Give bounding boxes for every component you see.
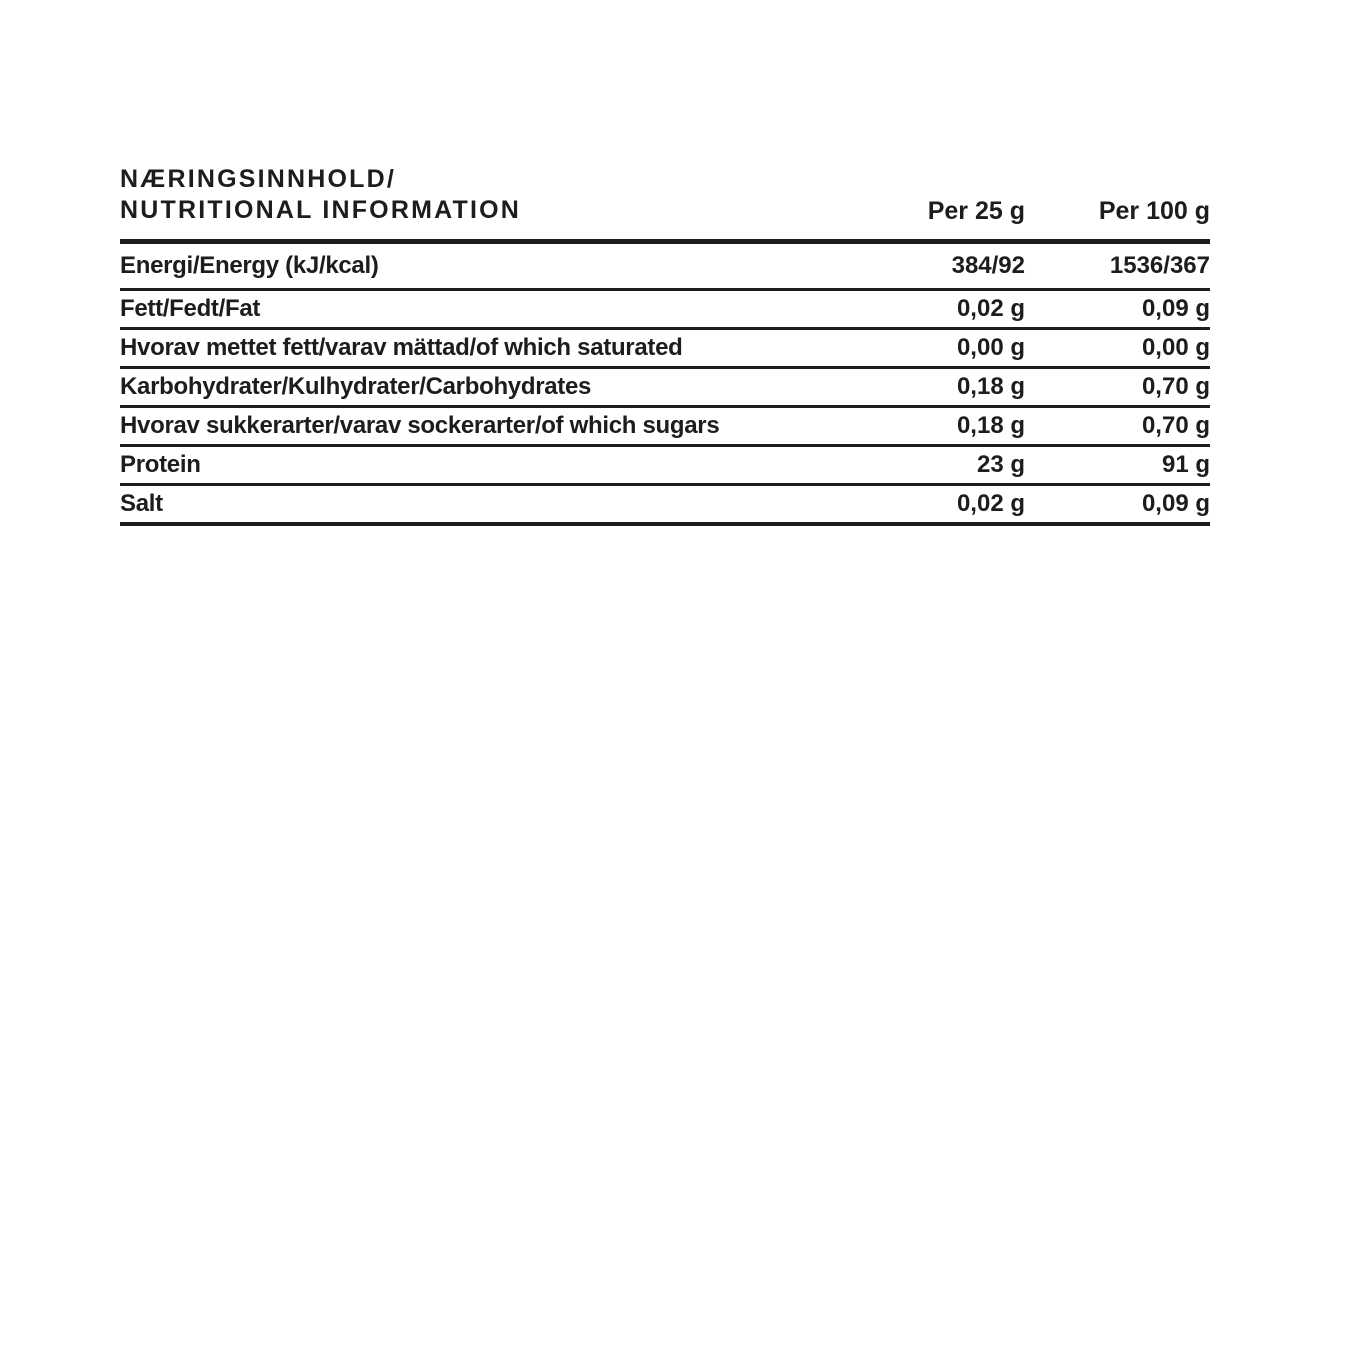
table-body: [120, 244, 1210, 522]
nutrition-panel: [120, 164, 1210, 526]
table-row: [120, 369, 1210, 408]
row-value-per-100g: 91 g: [1161, 451, 1210, 478]
row-value-per-25g: 0,00 g: [956, 334, 1025, 361]
row-label: Fett/Fedt/Fat: [120, 295, 261, 322]
row-value-per-100g: 0,00 g: [1141, 334, 1210, 361]
table-title-line1: NÆRINGSINNHOLD/: [120, 165, 397, 193]
column-header-per-100g: Per 100 g: [1098, 197, 1210, 225]
row-value-per-25g: 0,18 g: [956, 412, 1025, 439]
row-value-per-25g: 23 g: [976, 451, 1025, 478]
row-value-per-100g: 0,70 g: [1141, 412, 1210, 439]
column-headers: [830, 197, 1210, 226]
table-title-line2: NUTRITIONAL INFORMATION: [120, 196, 522, 224]
table-row: [120, 447, 1210, 486]
row-label: Hvorav sukkerarter/varav sockerarter/of which sugars: [120, 412, 720, 439]
table-bottom-rule: [120, 522, 1210, 526]
row-value-per-25g: 0,02 g: [956, 490, 1025, 517]
row-value-per-25g: 0,02 g: [956, 295, 1025, 322]
row-value-per-100g: 0,09 g: [1141, 490, 1210, 517]
row-label: Hvorav mettet fett/varav mättad/of which saturated: [120, 334, 683, 361]
row-label: Salt: [120, 490, 163, 517]
row-label: Protein: [120, 451, 201, 478]
table-row: [120, 330, 1210, 369]
row-value-per-25g: 384/92: [951, 252, 1025, 279]
row-value-per-100g: 1536/367: [1109, 252, 1210, 279]
row-label: Energi/Energy (kJ/kcal): [120, 252, 379, 279]
row-label: Karbohydrater/Kulhydrater/Carbohydrates: [120, 373, 592, 400]
table-header: [120, 164, 1210, 239]
row-value-per-100g: 0,09 g: [1141, 295, 1210, 322]
row-value-per-100g: 0,70 g: [1141, 373, 1210, 400]
table-row: [120, 408, 1210, 447]
table-row: [120, 291, 1210, 330]
row-value-per-25g: 0,18 g: [956, 373, 1025, 400]
column-header-per-25g: Per 25 g: [927, 197, 1025, 225]
table-title: [120, 164, 830, 226]
table-row: [120, 486, 1210, 522]
table-row: [120, 244, 1210, 291]
